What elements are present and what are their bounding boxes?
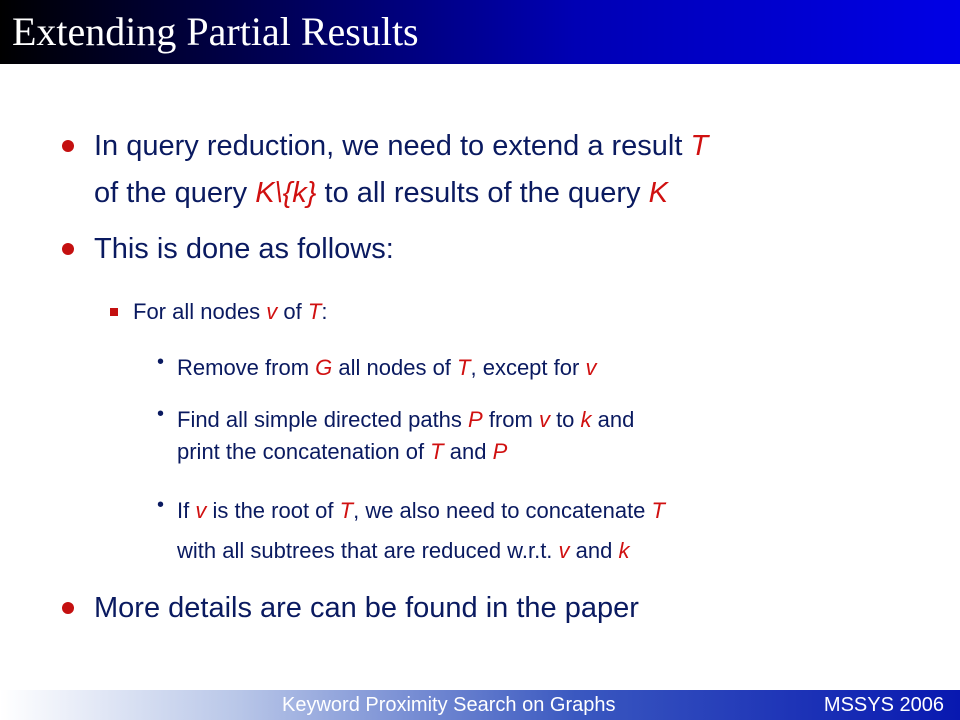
text: to	[549, 407, 581, 432]
var-T: T	[339, 498, 354, 523]
sub-bullet-text: :	[321, 299, 328, 324]
var-K: K	[648, 177, 668, 209]
sub-bullet-text: For all nodes	[133, 299, 267, 324]
var-T: T	[430, 439, 444, 464]
small-bullet-icon: •	[157, 403, 165, 425]
bullet-1-line-1	[94, 126, 708, 166]
var-P: P	[468, 407, 483, 432]
footer-venue: MSSYS 2006	[823, 694, 944, 716]
square-bullet-icon	[110, 308, 118, 316]
var-k: k	[618, 538, 630, 563]
var-G: G	[315, 355, 333, 380]
var-v: v	[266, 299, 278, 324]
bullet-1-text: In query reduction, we need to extend a result	[94, 130, 691, 162]
var-v: v	[195, 498, 207, 523]
text: If	[177, 498, 196, 523]
var-v: v	[558, 538, 570, 563]
text: Find all simple directed paths	[177, 407, 469, 432]
footer-presentation-title: Keyword Proximity Search on Graphs	[282, 694, 616, 716]
text: , except for	[470, 355, 586, 380]
sub-sub-bullet-1	[177, 349, 596, 387]
bullet-1-text: to all results of the query	[316, 177, 649, 209]
sub-bullet-text: of	[277, 299, 308, 324]
text: , we also need to concatenate	[353, 498, 652, 523]
var-k: k	[580, 407, 592, 432]
text: and	[591, 407, 635, 432]
var-P: P	[492, 439, 508, 464]
slide-title: Extending Partial Results	[12, 9, 419, 54]
text: print the concatenation of	[177, 439, 431, 464]
var-T: T	[651, 498, 665, 523]
bullet-1-line-2	[94, 173, 668, 213]
text: Remove from	[177, 355, 316, 380]
sub-sub-bullet-3-line-2	[177, 532, 629, 570]
bullet-dot-icon	[62, 602, 74, 614]
var-v: v	[585, 355, 597, 380]
var-T: T	[690, 130, 709, 162]
small-bullet-icon: •	[157, 351, 165, 373]
var-T: T	[457, 355, 471, 380]
text: all nodes of	[332, 355, 458, 380]
text: is the root of	[206, 498, 340, 523]
bullet-3: More details are can be found in the paper	[94, 592, 639, 624]
bullet-dot-icon	[62, 140, 74, 152]
bullet-2: This is done as follows:	[94, 233, 394, 265]
bullet-1-text: of the query	[94, 177, 256, 209]
text: and	[443, 439, 493, 464]
var-T: T	[307, 299, 322, 324]
bullet-dot-icon	[62, 243, 74, 255]
small-bullet-icon: •	[157, 494, 165, 516]
sub-bullet-1	[133, 297, 327, 327]
var-v: v	[538, 407, 550, 432]
footer-bar	[0, 690, 960, 720]
var-K-minus-k: K\{k}	[255, 177, 317, 209]
sub-sub-bullet-3-line-1	[177, 492, 665, 530]
sub-sub-bullet-2-line-2	[177, 433, 507, 471]
text: from	[482, 407, 539, 432]
text: and	[569, 538, 619, 563]
text: with all subtrees that are reduced w.r.t.	[177, 538, 559, 563]
